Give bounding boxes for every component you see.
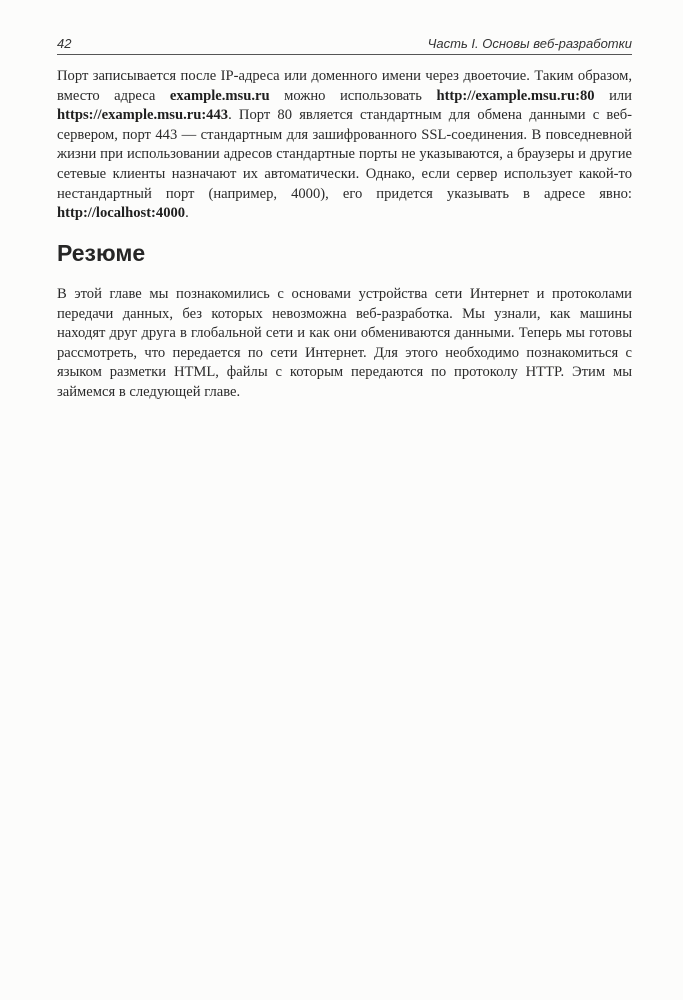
part-title: Часть I. Основы веб-разработки xyxy=(427,36,632,51)
section-heading: Резюме xyxy=(57,240,146,266)
summary-paragraph: В этой главе мы познакомились с основами устройства сети Интернет и протоколами передачи данных, без которых невозможна веб-разработка. Мы узнали, как машины находят друг друга в глобальной сети и как они обмениваются данными. Теперь мы готовы рассмотреть, что передается по сети Интернет. Для этого необходимо познакомиться с языком разметки HTML, файлы с которым передаются по протоколу HTTP. Этим мы займемся в следующей главе. xyxy=(57,286,632,400)
text-segment: . xyxy=(185,205,189,222)
url-localhost-4000: http://localhost:4000 xyxy=(57,205,186,222)
url-example-domain: example.msu.ru xyxy=(169,87,270,104)
text-segment: или xyxy=(594,87,632,104)
url-https-port-443: https://example.msu.ru:443 xyxy=(57,107,229,124)
running-header xyxy=(57,34,632,55)
page-number: 42 xyxy=(57,36,72,51)
text-segment: . Порт 80 является стандартным для обмена данными с веб-сервером, порт 443 — стандартным для зашифрованного SSL-соединения. В повседневной жизни при использовании адресов стандартные порты не указываются, а браузеры и другие сетевые клиенты назначают их автоматически. Однако, если сервер использует какой-то нестандартный порт (например, 4000), его придется указывать в адресе явно: xyxy=(57,107,632,202)
url-http-port-80: http://example.msu.ru:80 xyxy=(436,87,595,104)
text-segment: Порт записывается после IP-адреса или доменного имени через двоеточие. Таким образом, вместо адреса xyxy=(57,68,632,104)
port-paragraph xyxy=(57,67,632,224)
text-segment: можно использовать xyxy=(269,87,437,104)
